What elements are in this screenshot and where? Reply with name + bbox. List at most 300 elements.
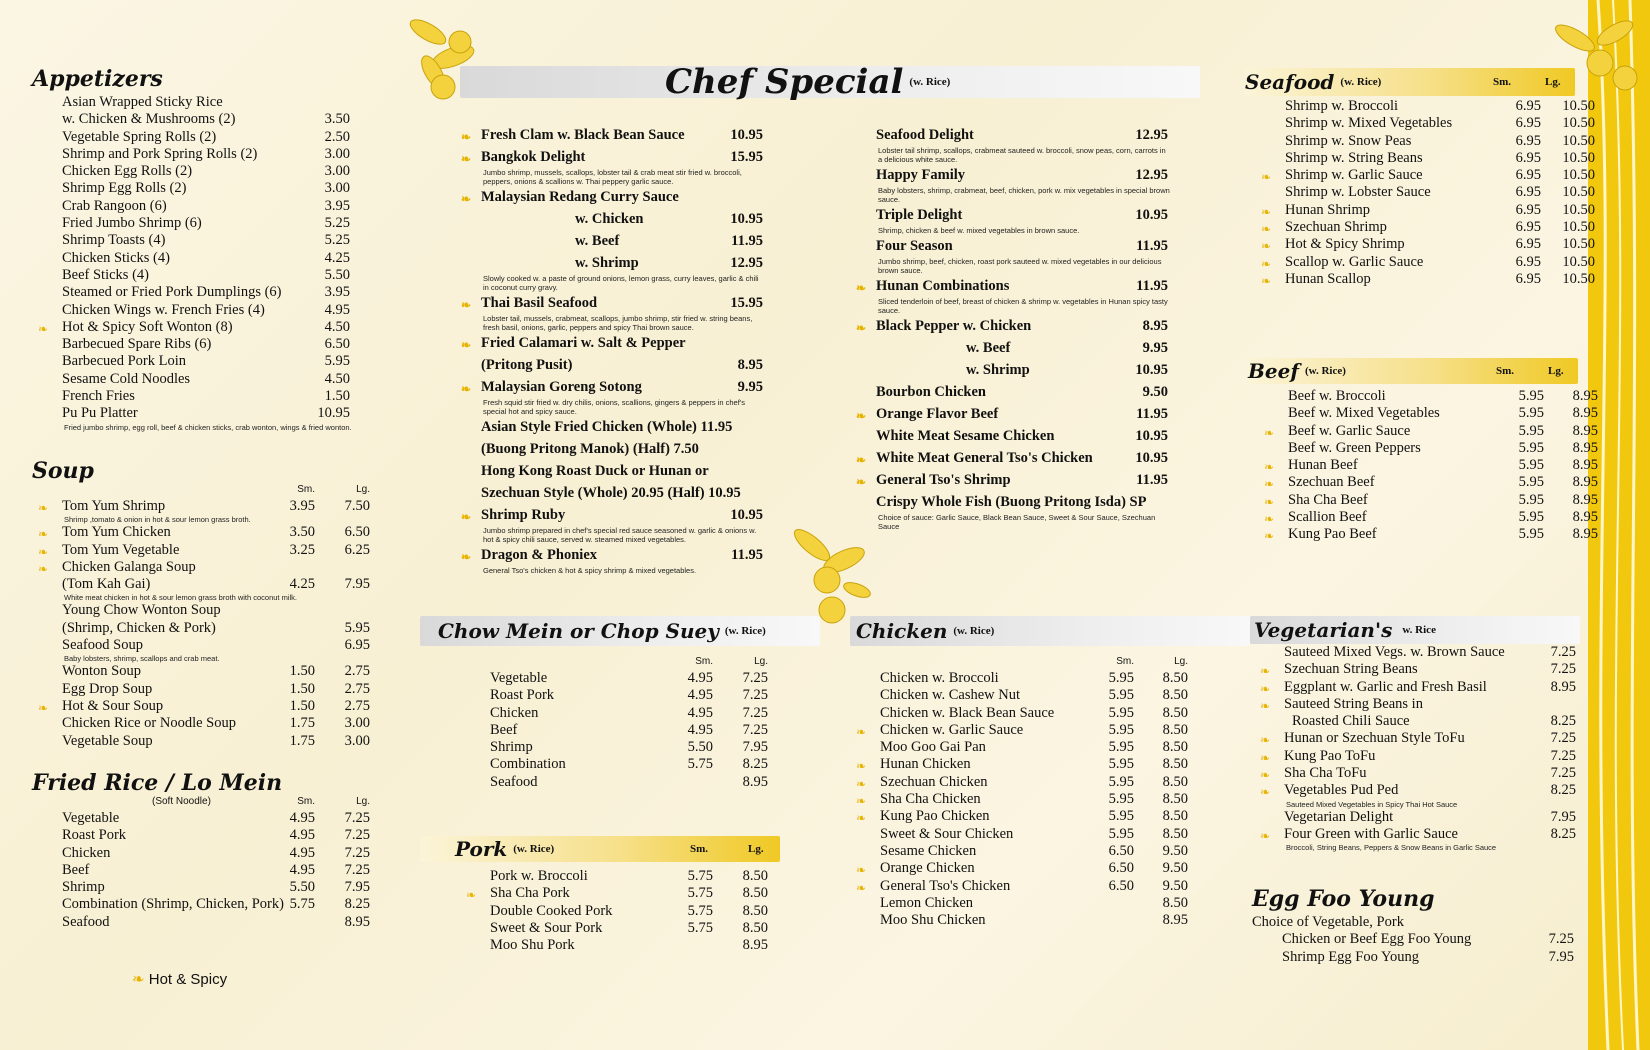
price-small: 3.95 <box>289 498 315 514</box>
pepper-icon: ❧ <box>1260 733 1271 748</box>
item-price: 7.25 <box>1550 730 1576 747</box>
chicken-header <box>850 616 1250 646</box>
item-description: Baby lobsters, shrimp, crabmeat, beef, chicken, pork w. mix vegetables in special brown sauce. <box>878 186 1170 204</box>
beef-title: Beef <box>1248 359 1299 383</box>
item-name: (Tom Kah Gai) <box>62 576 151 593</box>
menu-item <box>850 912 1188 929</box>
item-price: 10.95 <box>1135 450 1168 466</box>
price-large: 8.95 <box>1572 422 1598 439</box>
price-small: 6.50 <box>1108 842 1134 859</box>
pepper-icon: ❧ <box>461 298 472 312</box>
price-small: 5.75 <box>687 919 713 936</box>
item-description: Shrimp ,tomato & onion in hot & sour lemon grass broth. <box>64 515 251 525</box>
price-small: 5.95 <box>1518 526 1544 543</box>
menu-item <box>1255 201 1595 219</box>
item-name: w. Beef <box>575 233 620 249</box>
menu-item <box>850 894 1188 912</box>
item-name: (Shrimp, Chicken & Pork) <box>62 619 216 636</box>
menu-item <box>455 147 765 168</box>
pepper-icon: ❧ <box>38 700 49 715</box>
menu-item <box>32 111 352 128</box>
price-large: 6.95 <box>344 637 370 654</box>
item-name: Szechuan Beef <box>1288 474 1375 491</box>
menu-item <box>32 827 370 844</box>
item-name: Moo Shu Pork <box>490 937 575 954</box>
item-name: w. Chicken <box>575 211 644 227</box>
lg-label: Lg. <box>1174 656 1188 667</box>
item-description: Jumbo shrimp, beef, chicken, roast pork sauteed w. mixed vegetables in our delicious brown sauce. <box>878 257 1162 275</box>
price-large: 7.50 <box>344 498 370 514</box>
menu-item <box>1255 132 1595 150</box>
item-price: 3.00 <box>324 145 350 162</box>
chicken-size-header <box>850 656 1188 670</box>
price-large: 7.25 <box>344 861 370 878</box>
item-price: 7.25 <box>1550 661 1576 678</box>
menu-item <box>32 94 352 111</box>
pepper-icon: ❧ <box>856 281 867 295</box>
legend <box>132 970 227 988</box>
menu-item <box>850 756 1188 774</box>
chicken-title: Chicken <box>856 619 948 643</box>
item-name: Kung Pao Chicken <box>880 808 990 825</box>
item-name: Fresh Clam w. Black Bean Sauce <box>481 127 685 143</box>
pepper-icon: ❧ <box>1261 222 1272 237</box>
menu-item <box>32 697 370 715</box>
menu-item <box>32 576 370 593</box>
price-large: 8.50 <box>742 919 768 936</box>
chef-special-header <box>460 62 1200 102</box>
item-name: Chicken <box>62 844 111 861</box>
item-name: Sha Cha Chicken <box>880 791 981 808</box>
price-small: 5.95 <box>1108 808 1134 825</box>
menu-item <box>1252 949 1582 966</box>
pepper-icon: ❧ <box>132 971 145 988</box>
vegetarian-section <box>1250 616 1590 852</box>
menu-item <box>1255 98 1595 115</box>
item-name: Scallop w. Garlic Sauce <box>1285 253 1424 270</box>
item-name: Young Chow Wonton Soup <box>62 602 221 619</box>
item-name: Barbecued Spare Ribs (6) <box>62 336 212 353</box>
price-large: 2.75 <box>344 697 370 714</box>
menu-item <box>32 732 370 750</box>
item-name: Black Pepper w. Chicken <box>876 318 1032 334</box>
chow-mein-header <box>420 616 820 646</box>
item-price: 7.25 <box>1550 765 1576 782</box>
menu-item <box>455 377 765 398</box>
pepper-icon: ❧ <box>461 130 472 144</box>
menu-item <box>455 417 765 438</box>
item-name: Orange Chicken <box>880 860 975 877</box>
item-name: Asian Style Fried Chicken (Whole) 11.95 <box>481 419 733 435</box>
item-price: 8.95 <box>1550 678 1576 695</box>
price-small: 6.50 <box>1108 860 1134 877</box>
item-name: Hunan Beef <box>1288 457 1358 474</box>
item-price: 8.95 <box>737 357 763 373</box>
menu-item <box>455 439 765 460</box>
pepper-icon: ❧ <box>856 724 867 739</box>
price-large: 8.50 <box>1162 808 1188 825</box>
item-name: Orange Flavor Beef <box>876 406 999 422</box>
menu-item <box>32 498 370 515</box>
item-name: Sesame Cold Noodles <box>62 370 191 387</box>
item-price: 10.95 <box>730 507 763 523</box>
sm-label: Sm. <box>695 656 713 667</box>
price-small: 4.95 <box>687 687 713 704</box>
appetizers-section <box>32 66 352 432</box>
item-name: Beef w. Garlic Sauce <box>1288 422 1411 439</box>
price-small: 4.95 <box>289 844 315 861</box>
price-large: 8.50 <box>742 868 768 884</box>
menu-item <box>850 165 1170 186</box>
price-small: 5.50 <box>687 739 713 756</box>
price-large: 6.50 <box>344 524 370 541</box>
item-name: Chicken w. Black Bean Sauce <box>880 704 1055 721</box>
price-small: 1.50 <box>289 680 315 697</box>
menu-item <box>1258 491 1598 509</box>
item-description: General Tso's chicken & hot & spicy shrimp & mixed vegetables. <box>483 566 697 575</box>
item-name: Hot & Spicy Shrimp <box>1285 236 1405 253</box>
item-name: Chicken <box>490 704 539 721</box>
price-small: 6.95 <box>1515 115 1541 132</box>
egg-foo-young-intro: Choice of Vegetable, Pork <box>1252 914 1404 930</box>
menu-item <box>32 524 370 542</box>
menu-item <box>32 129 352 146</box>
item-name: Asian Wrapped Sticky Rice <box>62 94 223 110</box>
price-small: 5.95 <box>1518 457 1544 474</box>
menu-item <box>850 687 1188 704</box>
item-description: Jumbo shrimp prepared in chef's special red sauce seasoned w. garlic & onions w. hot & spicy chili sauce, served w. steamed mixed vegetables. <box>483 526 757 544</box>
menu-item <box>1254 644 1590 661</box>
item-price: 4.95 <box>324 301 350 318</box>
price-small: 5.95 <box>1518 388 1544 404</box>
item-name: Fried Jumbo Shrimp (6) <box>62 215 202 232</box>
menu-item <box>455 505 765 526</box>
menu-item <box>32 353 352 370</box>
pepper-icon: ❧ <box>856 321 867 335</box>
price-small: 6.95 <box>1515 98 1541 114</box>
menu-item <box>455 483 765 504</box>
price-small: 6.95 <box>1515 184 1541 201</box>
sm-label: Sm. <box>297 796 315 807</box>
soup-size-header <box>32 484 370 498</box>
legend-label: Hot & Spicy <box>148 971 228 988</box>
menu-item <box>455 125 765 146</box>
sm-label: Sm. <box>1496 365 1515 377</box>
menu-item <box>460 705 780 722</box>
pepper-icon: ❧ <box>461 338 472 352</box>
menu-item <box>850 808 1188 826</box>
price-small: 5.95 <box>1518 422 1544 439</box>
item-name: Pork w. Broccoli <box>490 868 588 884</box>
pepper-icon: ❧ <box>1260 698 1271 713</box>
menu-item <box>1254 696 1590 713</box>
item-name: Beef w. Broccoli <box>1288 388 1386 404</box>
item-name: Four Green with Garlic Sauce <box>1284 825 1458 842</box>
menu-item <box>850 860 1188 878</box>
vegetarian-header <box>1250 616 1580 644</box>
item-name: Szechuan String Beans <box>1284 661 1418 678</box>
price-large: 8.95 <box>1572 474 1598 491</box>
menu-item <box>460 774 780 791</box>
item-name: Shrimp w. Garlic Sauce <box>1285 167 1423 184</box>
item-name: Roasted Chili Sauce <box>1292 713 1410 730</box>
price-large: 8.50 <box>1162 756 1188 773</box>
menu-item <box>32 336 352 353</box>
soup-list <box>32 498 370 750</box>
fried-rice-size-header <box>32 796 370 810</box>
item-name: Scallion Beef <box>1288 509 1367 526</box>
price-large: 7.25 <box>742 721 768 738</box>
price-small: 6.95 <box>1515 149 1541 166</box>
item-price: 7.95 <box>1548 948 1574 965</box>
item-name: Chicken Rice or Noodle Soup <box>62 715 236 732</box>
price-small: 6.95 <box>1515 167 1541 184</box>
menu-item <box>850 825 1188 843</box>
price-large: 10.50 <box>1562 184 1595 201</box>
price-large: 9.50 <box>1162 860 1188 877</box>
chicken-rice: (w. Rice) <box>953 625 995 637</box>
item-price: 10.95 <box>317 405 350 422</box>
item-name: French Fries <box>62 388 135 405</box>
price-small: 5.95 <box>1518 509 1544 526</box>
menu-item <box>850 877 1188 895</box>
price-large: 10.50 <box>1562 149 1595 166</box>
item-name: Shrimp w. String Beans <box>1285 149 1423 166</box>
item-name: Chicken w. Broccoli <box>880 670 999 686</box>
menu-item <box>1258 439 1598 457</box>
item-price: 11.95 <box>1136 238 1168 254</box>
item-name: Vegetarian Delight <box>1284 808 1394 825</box>
item-name: Shrimp Egg Rolls (2) <box>62 180 187 197</box>
seafood-section <box>1245 68 1595 288</box>
item-price: 5.25 <box>324 215 350 232</box>
item-name: White Meat Sesame Chicken <box>876 428 1055 444</box>
price-small: 6.50 <box>1108 877 1134 894</box>
lg-label: Lg. <box>1545 76 1561 88</box>
item-price: 3.00 <box>324 163 350 180</box>
pepper-icon: ❧ <box>1264 494 1275 509</box>
item-name: Crispy Whole Fish (Buong Pritong Isda) SP <box>876 494 1147 510</box>
price-small: 5.95 <box>1108 721 1134 738</box>
item-price: 10.95 <box>1135 362 1168 378</box>
item-name: Hong Kong Roast Duck or Hunan or <box>481 463 709 479</box>
price-large: 8.95 <box>1572 509 1598 526</box>
price-large: 8.95 <box>1162 912 1188 929</box>
chow-mein-size-header <box>420 656 780 670</box>
vegetarian-title: Vegetarian's <box>1254 618 1393 642</box>
item-name: Szechuan Shrimp <box>1285 219 1387 236</box>
menu-item <box>850 773 1188 791</box>
menu-item <box>850 842 1188 860</box>
item-name: Four Season <box>876 238 953 254</box>
menu-item <box>1254 782 1590 799</box>
price-small: 5.95 <box>1518 405 1544 422</box>
price-large: 10.50 <box>1562 219 1595 236</box>
item-description: Fried jumbo shrimp, egg roll, beef & chicken sticks, crab wonton, wings & fried wonton. <box>64 422 352 432</box>
menu-item <box>460 722 780 739</box>
item-name: Chicken Sticks (4) <box>62 249 170 266</box>
chicken-section <box>850 616 1188 929</box>
item-name: Shrimp <box>490 739 533 756</box>
item-name: Vegetable <box>490 670 548 686</box>
price-large: 10.50 <box>1562 236 1595 253</box>
item-name: Bourbon Chicken <box>876 384 986 400</box>
item-name: White Meat General Tso's Chicken <box>876 450 1093 466</box>
item-name: Sha Cha ToFu <box>1284 765 1367 782</box>
pepper-icon: ❧ <box>856 475 867 489</box>
item-name: Beef <box>62 861 90 878</box>
item-name: Combination <box>490 756 566 773</box>
item-name: Seafood Soup <box>62 637 143 654</box>
item-name: Lemon Chicken <box>880 894 974 911</box>
seafood-rice: (w. Rice) <box>1340 76 1382 88</box>
pepper-icon: ❧ <box>1260 681 1271 696</box>
item-price: 6.50 <box>324 336 350 353</box>
chicken-list <box>850 670 1188 929</box>
item-name: Sweet & Sour Pork <box>490 919 603 936</box>
pepper-icon: ❧ <box>38 544 49 559</box>
price-small: 5.75 <box>687 885 713 902</box>
item-name: (Pritong Pusit) <box>481 357 573 373</box>
menu-item <box>850 404 1170 425</box>
pork-title: Pork <box>455 837 508 861</box>
item-price: 11.95 <box>1136 278 1168 294</box>
chef-special-left-list <box>455 124 765 575</box>
menu-item <box>1255 184 1595 201</box>
item-name: Seafood Delight <box>876 127 974 143</box>
item-name: Tom Yum Chicken <box>62 524 171 541</box>
seafood-title: Seafood <box>1245 70 1335 94</box>
appetizers-title: Appetizers <box>32 66 163 92</box>
pepper-icon: ❧ <box>1261 273 1272 288</box>
price-small: 5.95 <box>1108 739 1134 756</box>
item-name: Seafood <box>62 913 110 930</box>
item-name: Beef w. Mixed Vegetables <box>1288 405 1440 422</box>
item-price: 4.50 <box>324 370 350 387</box>
menu-item <box>32 637 370 654</box>
price-small: 1.75 <box>289 732 315 749</box>
menu-item <box>32 663 370 680</box>
pepper-icon: ❧ <box>1264 460 1275 475</box>
item-name: Beef <box>490 721 518 738</box>
menu-item <box>32 602 352 619</box>
price-small: 3.25 <box>289 541 315 558</box>
item-price: 3.95 <box>324 284 350 301</box>
item-name: w. Chicken & Mushrooms (2) <box>62 111 236 128</box>
price-small: 5.95 <box>1108 670 1134 686</box>
price-large: 10.50 <box>1562 167 1595 184</box>
price-large: 8.50 <box>742 885 768 902</box>
menu-item <box>850 470 1170 491</box>
item-name: Happy Family <box>876 167 966 183</box>
price-large: 10.50 <box>1562 98 1595 114</box>
item-name: w. Shrimp <box>966 362 1030 378</box>
item-name: Chicken Galanga Soup <box>62 558 196 575</box>
item-price: 11.95 <box>1136 406 1168 422</box>
price-large: 7.95 <box>742 739 768 756</box>
chow-mein-section <box>420 616 780 791</box>
pepper-icon: ❧ <box>856 453 867 467</box>
price-large: 10.50 <box>1562 201 1595 218</box>
price-small: 5.95 <box>1518 491 1544 508</box>
pepper-icon: ❧ <box>856 776 867 791</box>
price-large: 7.25 <box>742 704 768 721</box>
menu-item <box>1254 713 1590 730</box>
price-large: 8.50 <box>1162 773 1188 790</box>
item-name: Hunan Combinations <box>876 278 1010 294</box>
fried-rice-subtitle: (Soft Noodle) <box>152 796 211 807</box>
item-price: 3.00 <box>324 180 350 197</box>
flower-icon <box>782 520 882 630</box>
item-price: 11.95 <box>1136 472 1168 488</box>
menu-item <box>850 360 1170 381</box>
item-price: 7.95 <box>1550 808 1576 825</box>
pepper-icon: ❧ <box>1261 239 1272 254</box>
menu-item <box>1255 149 1595 167</box>
chow-mein-rice: (w. Rice) <box>724 625 766 637</box>
menu-item <box>1255 219 1595 237</box>
menu-item <box>32 810 370 827</box>
menu-item <box>850 276 1170 297</box>
item-price: 15.95 <box>730 149 763 165</box>
price-large: 8.50 <box>1162 825 1188 842</box>
price-small: 6.95 <box>1515 236 1541 253</box>
item-name: Thai Basil Seafood <box>481 295 598 311</box>
menu-item <box>850 670 1188 687</box>
item-name: Sauteed Mixed Vegs. w. Brown Sauce <box>1284 644 1505 660</box>
chef-special-title: Chef Special <box>665 62 904 102</box>
price-small: 4.95 <box>289 861 315 878</box>
item-description: Fresh squid stir fried w. dry chilis, onions, scallions, gingers & peppers in chef's special hot and spicy sauce. <box>483 398 745 416</box>
menu-item <box>455 293 765 314</box>
item-name: Fried Calamari w. Salt & Pepper <box>481 335 686 351</box>
pork-section <box>420 836 780 954</box>
egg-foo-young-list <box>1252 931 1582 966</box>
item-name: Hunan Chicken <box>880 756 971 773</box>
price-large: 8.25 <box>742 756 768 773</box>
pepper-icon: ❧ <box>856 811 867 826</box>
menu-item <box>32 232 352 249</box>
menu-item <box>460 687 780 704</box>
pepper-icon: ❧ <box>38 527 49 542</box>
item-description: Shrimp, chicken & beef w. mixed vegetables in brown sauce. <box>878 226 1080 235</box>
item-name: Shrimp Egg Foo Young <box>1282 948 1419 965</box>
price-large: 8.50 <box>1162 687 1188 704</box>
menu-item <box>850 205 1170 226</box>
item-name: Shrimp w. Broccoli <box>1285 98 1399 114</box>
pepper-icon: ❧ <box>466 888 477 903</box>
pepper-icon: ❧ <box>461 382 472 396</box>
price-large: 10.50 <box>1562 132 1595 149</box>
egg-foo-young-section <box>1252 886 1582 966</box>
lg-label: Lg. <box>754 656 768 667</box>
price-large: 7.95 <box>344 576 370 593</box>
item-name: Sha Cha Beef <box>1288 491 1368 508</box>
menu-item <box>850 125 1170 146</box>
price-large: 8.95 <box>742 773 768 790</box>
item-price: 11.95 <box>731 233 763 249</box>
item-name: Beef Sticks (4) <box>62 266 149 283</box>
menu-item <box>460 756 780 773</box>
item-name: Shrimp <box>62 879 105 896</box>
item-name: Hunan Scallop <box>1285 270 1371 287</box>
item-name: Seafood <box>490 773 538 790</box>
item-description: Sliced tenderloin of beef, breast of chicken & shrimp w. vegetables in Hunan spicy tasty sauce. <box>878 297 1168 315</box>
item-name: Vegetable <box>62 810 120 826</box>
menu-item <box>850 721 1188 739</box>
item-price: 9.95 <box>1142 340 1168 356</box>
menu-item <box>1258 388 1598 405</box>
